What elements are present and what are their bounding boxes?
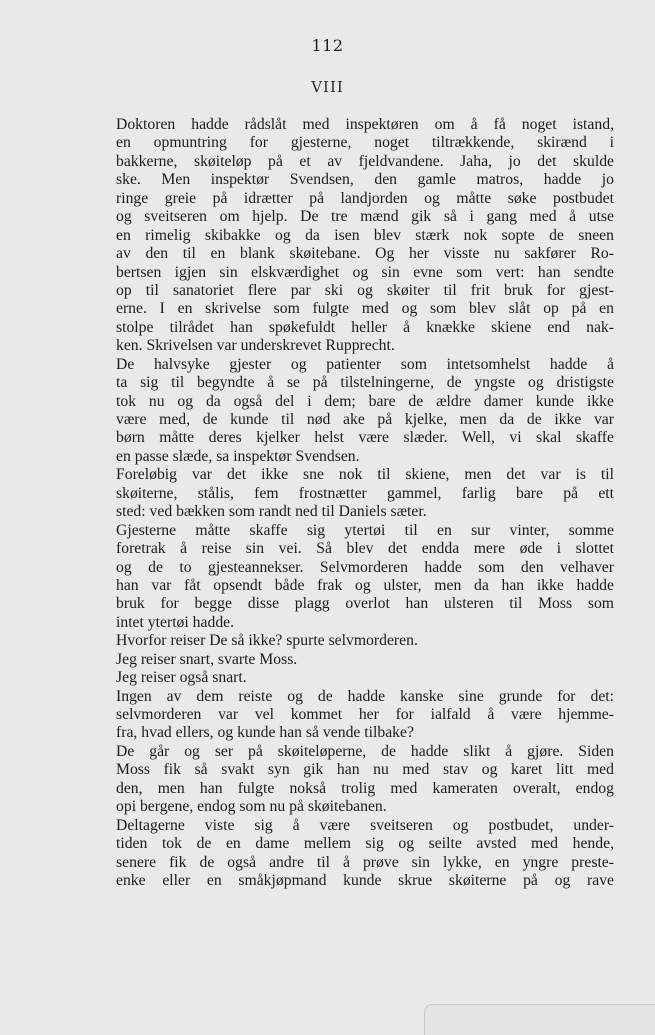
text-line: senere fik de også andre til å prøve sin lykke, en yngre preste- — [116, 853, 614, 871]
text-line: skøiterne, stålis, fem frostnætter gammel, farlig bare på ett — [116, 484, 614, 502]
text-line: foretrak å reise sin vei. Så blev det endda mere øde i slottet — [116, 540, 614, 558]
text-line: Gjesterne måtte skaffe sig ytertøi til en sur vinter, somme — [116, 521, 614, 539]
text-line: De går og ser på skøiteløperne, de hadde slikt å gjøre. Siden — [116, 742, 614, 760]
page-number: 112 — [311, 36, 344, 55]
text-line: og sveitseren om hjelp. De tre mænd gik så i gang med å utse — [116, 208, 614, 226]
text-line: Ingen av dem reiste og de hadde kanske sine grunde for det: — [116, 687, 614, 705]
next-page-edge — [424, 1004, 655, 1035]
chapter-heading: VIII — [311, 78, 344, 96]
text-line: ken. Skrivelsen var underskrevet Rupprecht. — [116, 337, 395, 355]
text-line: av den til en blank skøitebane. Og her visste nu sakfører Ro- — [116, 245, 614, 263]
text-line: op til sanatoriet flere par ski og skøiter til frit bruk for gjest- — [116, 281, 614, 299]
text-line: selvmorderen var vel kommet her for ialfald å være hjemme- — [116, 706, 614, 723]
text-line: fra, hvad ellers, og kunde han så vende tilbake? — [116, 724, 414, 742]
text-line: bertsen igjen sin elskværdighet og sin evne som vert: han sendte — [116, 263, 614, 281]
text-line: Moss fik så svakt syn gik han nu med stav og karet litt med — [116, 761, 614, 779]
text-line: ske. Men inspektør Svendsen, den gamle matros, hadde jo — [116, 171, 614, 189]
text-line: og de to gjesteannekser. Selvmorderen hadde som den velhaver — [116, 558, 614, 576]
text-line: tok nu og da også del i dem; bare de ældre damer kunde ikke — [116, 392, 614, 410]
text-line: ta sig til begyndte å se på tilstelningerne, de yngste og dristigste — [116, 374, 614, 392]
text-line: erne. I en skrivelse som fulgte med og som blev slåt op på en — [116, 300, 614, 318]
text-line: Jeg reiser snart, svarte Moss. — [116, 650, 298, 668]
text-line: Jeg reiser også snart. — [116, 669, 247, 687]
text-line: De halvsyke gjester og patienter som intetsomhelst hadde å — [116, 355, 614, 373]
body-text — [116, 116, 614, 890]
text-line: den, men han fulgte nokså trolig med kameraten overalt, endog — [116, 779, 614, 797]
text-line: han var fåt opsendt både frak og ulster, men da han ikke hadde — [116, 576, 614, 594]
text-line: intet ytertøi hadde. — [116, 613, 235, 631]
text-line: tiden tok de en dame mellem sig og seilte avsted med hende, — [116, 835, 614, 853]
text-line: Hvorfor reiser De så ikke? spurte selvmorderen. — [116, 632, 418, 650]
text-line: være med, de kunde til nød ake på kjelke, men da de ikke var — [116, 411, 614, 428]
text-line: stolpe tilrådet han spøkefuldt heller å knække skiene end nak- — [116, 318, 614, 336]
text-line: en rimelig skibakke og da isen blev stærk nok sopte de sneen — [116, 226, 614, 244]
text-line: børn måtte deres kjelker helst være slæder. Well, vi skal skaffe — [116, 429, 614, 447]
text-line: Foreløbig var det ikke sne nok til skiene, men det var is til — [116, 466, 614, 484]
text-line: bakkerne, skøiteløp på et av fjeldvandene. Jaha, jo det skulde — [116, 152, 614, 170]
text-line: en opmuntring for gjesterne, noget tiltrækkende, skirænd i — [116, 134, 614, 152]
text-line: sted: ved bækken som randt ned til Daniels sæter. — [116, 503, 427, 521]
text-line: en passe slæde, sa inspektør Svendsen. — [116, 447, 360, 465]
text-line: bruk for begge disse plagg overlot han ulsteren til Moss som — [116, 595, 614, 613]
text-line: Deltagerne viste sig å være sveitseren og postbudet, under- — [116, 816, 614, 834]
text-line: Doktoren hadde rådslåt med inspektøren om å få noget istand, — [116, 116, 614, 133]
text-line: opi bergene, endog som nu på skøitebanen. — [116, 798, 387, 816]
text-line: ringe greie på idrætter på landjorden og måtte søke postbudet — [116, 189, 614, 207]
text-line: enke eller en småkjøpmand kunde skrue skøiterne på og rave — [116, 871, 614, 889]
